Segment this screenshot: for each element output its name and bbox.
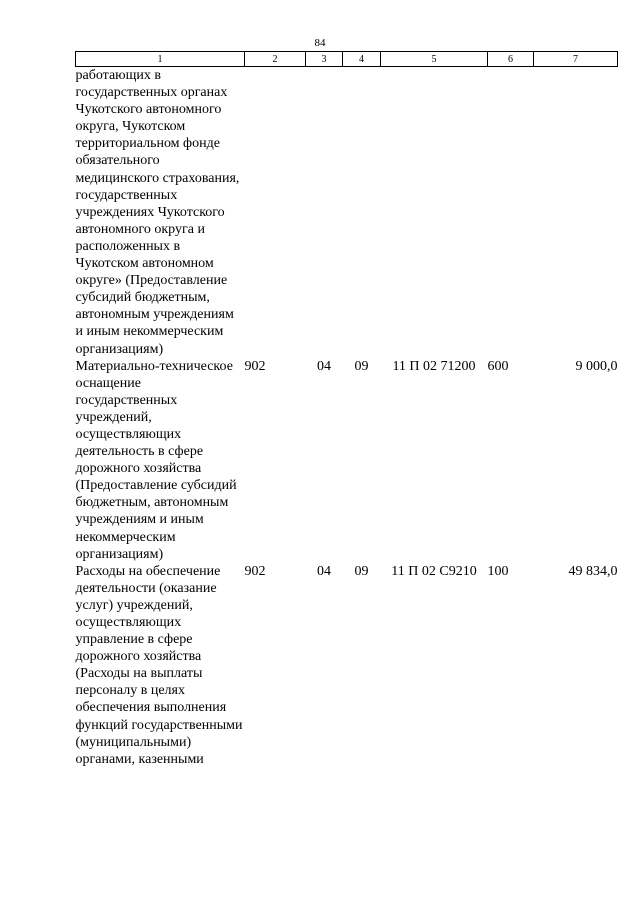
- row-amount: [534, 67, 618, 358]
- row-target: [381, 67, 488, 358]
- row-type: 100: [487, 563, 509, 579]
- row-code: 902: [244, 358, 266, 374]
- table-row: [76, 563, 618, 768]
- row-code: [245, 67, 306, 358]
- column-header-3: 3: [306, 52, 343, 67]
- row-type: 600: [487, 358, 509, 374]
- row-subsection: 09: [354, 563, 369, 579]
- column-header-6: 6: [488, 52, 534, 67]
- table-row: [76, 358, 618, 563]
- column-header-2: 2: [245, 52, 306, 67]
- column-number-header: [76, 52, 618, 67]
- column-header-1: 1: [76, 52, 245, 67]
- row-target: 11 П 02 С9210: [391, 563, 477, 579]
- row-section: 04: [317, 358, 331, 374]
- row-type: [488, 67, 534, 358]
- row-description: Расходы на обеспечение деятельности (оказание услуг) учреждений, осуществляющих управление в сфере дорожного хозяйства (Расходы на выплаты персоналу в целях обеспечения выполнения функций государственными (муниципальными) органами, казенными: [75, 563, 243, 767]
- row-description: Материально-техническое оснащение государственных учреждений, осуществляющих деятельность в сфере дорожного хозяйства (Предоставление субсидий бюджетным, автономным учреждениям и иным некоммерческим организациям): [75, 358, 237, 562]
- table-row: [76, 67, 618, 358]
- row-subsection: 09: [354, 358, 369, 374]
- row-amount: 9 000,0: [575, 358, 618, 374]
- row-description: работающих в государственных органах Чукотского автономного округа, Чукотском территориальном фонде обязательного медицинского страхования, государственных учреждениях Чукотского автономного округа и расположенных в Чукотском автономном округе» (Предоставление субсидий бюджетным, автономным учреждениям и иным некоммерческим организациям): [75, 68, 240, 357]
- row-section: 04: [317, 563, 331, 579]
- row-code: 902: [244, 563, 266, 579]
- column-header-4: 4: [343, 52, 381, 67]
- column-header-5: 5: [381, 52, 488, 67]
- budget-table: [75, 51, 618, 768]
- row-subsection: [343, 67, 381, 358]
- row-amount: 49 834,0: [568, 563, 618, 579]
- column-header-7: 7: [534, 52, 618, 67]
- page-number: 84: [314, 37, 326, 49]
- row-target: 11 П 02 71200: [392, 358, 476, 374]
- row-section: [306, 67, 343, 358]
